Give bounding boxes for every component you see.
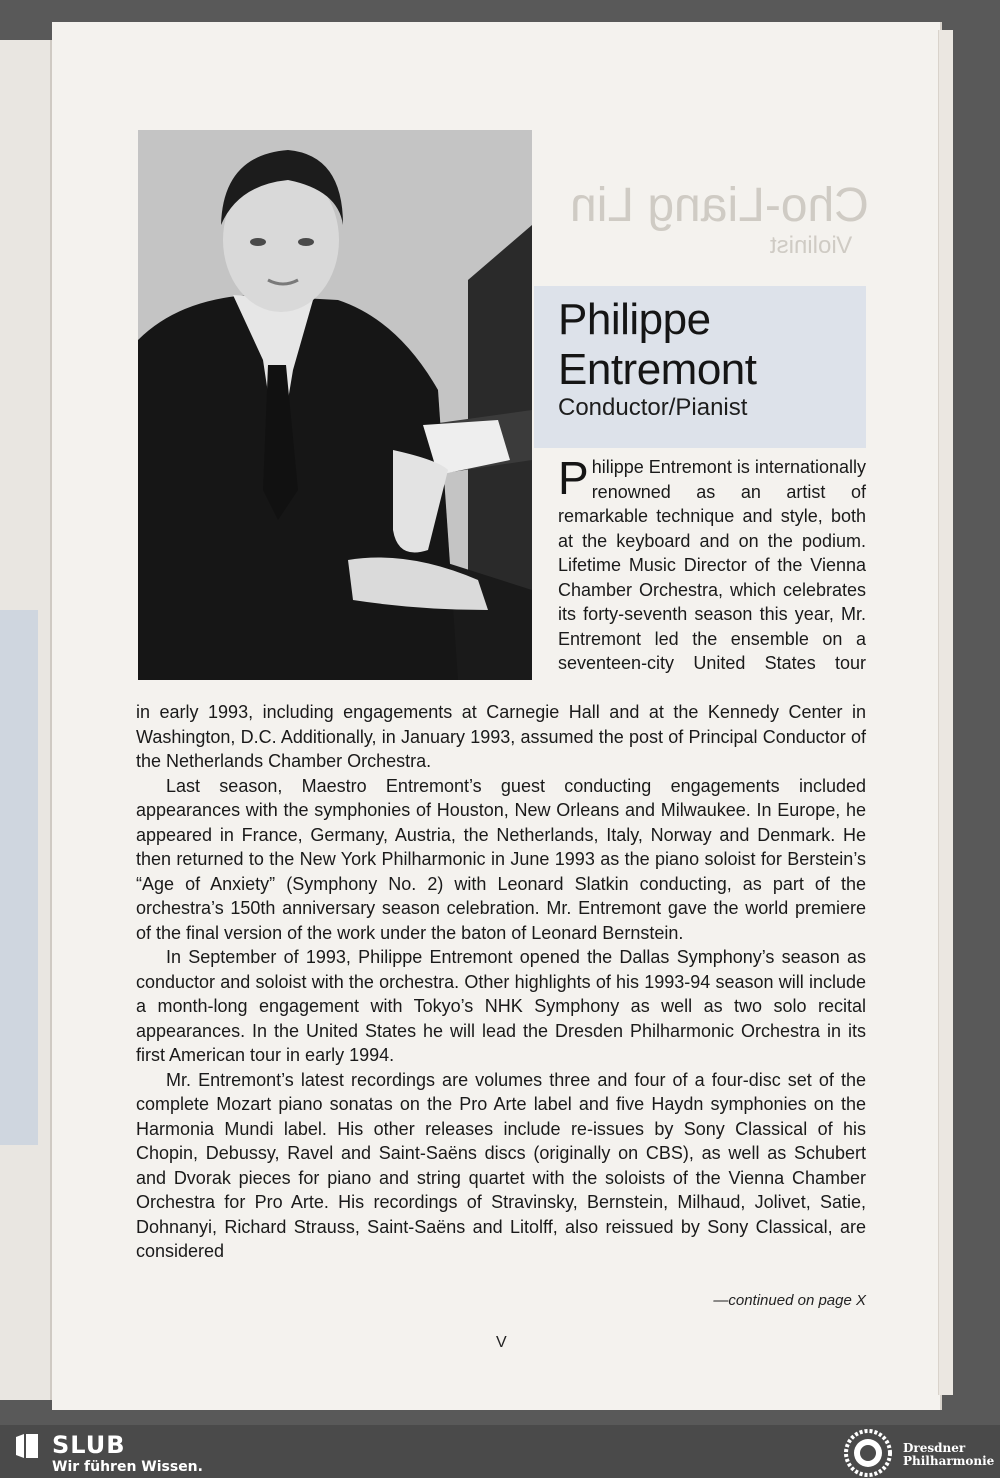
page-stack-edge — [938, 30, 953, 1395]
intro-column — [558, 452, 866, 676]
intro-continuation: in early 1993, including engagements at Carnegie Hall and at the Kennedy Center in Washington, D.C. Additionally, in January 1993, assumed the post of Principal Conductor of the Netherlands Chamber Orchestra. — [136, 702, 866, 771]
portrait-illustration — [138, 130, 532, 680]
facing-page-edge — [0, 40, 52, 1400]
artist-role: Conductor/Pianist — [558, 394, 748, 421]
slub-tagline: Wir führen Wissen. — [52, 1459, 203, 1475]
footer-bar — [0, 1425, 1000, 1478]
bleed-through-role: Violinist — [770, 232, 853, 259]
continued-note: —continued on page X — [713, 1292, 866, 1309]
paragraph-2: Last season, Maestro Entremont’s guest conducting engagements included appearances with the symphonies of Houston, New Orleans and Milwaukee. In Europe, he appeared in France, Germany, Austria, the Netherlands, Italy, Norway and Denmark. He then returned to the New York Philharmonic in June 1993 as the piano soloist for Berstein’s “Age of Anxiety” (Symphony No. 2) with Leonard Slatkin conducting, as part of the orchestra’s 150th anniversary season celebration. Mr. Entremont gave the world premiere of the final version of the work under the baton of Leonard Bernstein. — [136, 775, 866, 943]
page-number: V — [496, 1334, 507, 1351]
slub-logo-icon — [14, 1433, 40, 1459]
intro-column-text: hilippe Entremont is internationally renowned as an artist of remarkable technique and style, both at the keyboard and on the podium. Lifetime Music Director of the Vienna Chamber Orchestra, which celebrates its forty-seventh season this year, Mr. Entremont led the ensemble on a seventeen-city United States tour — [558, 457, 866, 673]
bleed-through-name: Cho-Liang Lin — [570, 179, 869, 232]
paragraph-3: In September of 1993, Philippe Entremont opened the Dallas Symphony’s season as conductor and soloist with the orchestra. Other highlights of his 1993-94 season will include a month-long engagement with Tokyo’s NHK Symphony as well as two solo recital appearances. In the United States he will lead the Dresden Philharmonic Orchestra in its first American tour in early 1994. — [136, 947, 866, 1065]
slub-name: SLUB — [52, 1431, 126, 1459]
drop-cap: P — [558, 452, 589, 504]
dresdner-philharmonie-logo-icon — [842, 1429, 894, 1477]
portrait-photo — [138, 130, 532, 680]
paragraph-4: Mr. Entremont’s latest recordings are volumes three and four of a four-disc set of the complete Mozart piano sonatas on the Pro Arte label and five Haydn symphonies on the Harmonia Mundi label. His other releases include re-issues by Sony Classical of his Chopin, Debussy, Ravel and Saint-Saëns discs (originally on CBS), as well as Schubert and Dvorak pieces for piano and string quartet with the soloists of the Vienna Chamber Orchestra for Pro Arte. His recordings of Stravinsky, Bernstein, Milhaud, Jolivet, Satie, Dohnanyi, Richard Strauss, Saint-Saëns and Litolff, also reissued by Sony Classical, are considered — [136, 1069, 866, 1261]
partner-name-line2: Philharmonie — [903, 1454, 995, 1468]
facing-page-tint — [0, 610, 38, 1145]
artist-first-name: Philippe — [558, 295, 711, 344]
artist-last-name: Entremont — [558, 345, 757, 394]
partner-name-line1: Dresdner — [903, 1441, 966, 1455]
partner-name — [903, 1442, 994, 1468]
article-body — [136, 700, 866, 1264]
